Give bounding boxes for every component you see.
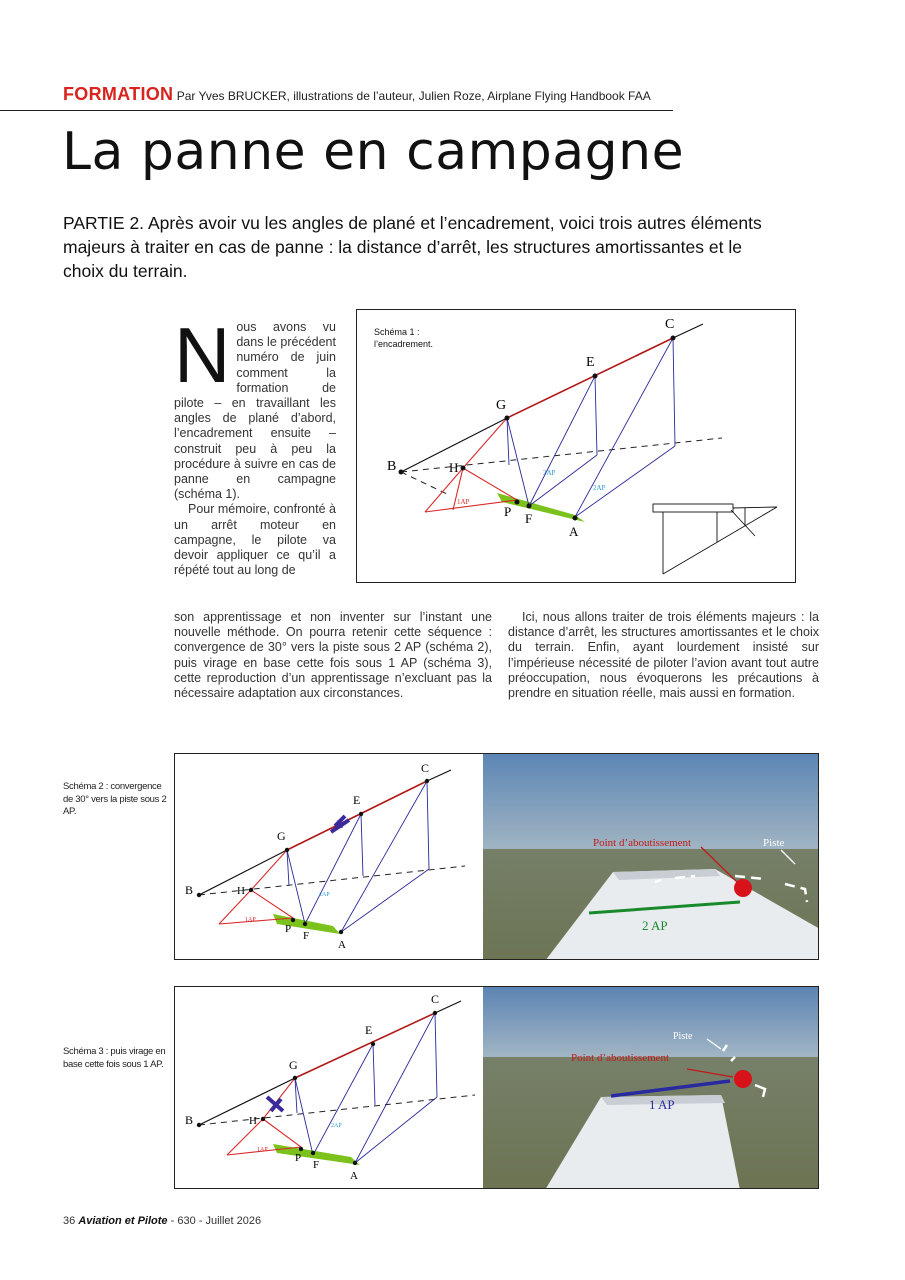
label-h: H <box>249 1115 257 1127</box>
aerial-photo-1ap <box>483 987 819 1189</box>
photo-label-piste: Piste <box>763 837 785 849</box>
label-e: E <box>365 1023 373 1037</box>
label-b: B <box>185 883 194 897</box>
photo-label-piste: Piste <box>673 1031 693 1042</box>
paragraph-3: Ici, nous allons traiter de trois éléments majeurs : la distance d’arrêt, les structures amortissantes et le choix du terrain. Enfin, ayant lourdement insisté sur l’impérieuse nécessité de piloter l’avion avant tout autre préoccupation, nous évoquerons les précautions à prendre en situation réelle, mais aussi en formation. <box>508 610 819 701</box>
label-a: A <box>569 524 579 539</box>
label-b: B <box>185 1113 194 1127</box>
label-h: H <box>237 885 245 897</box>
paragraph-2-end: son apprentissage et non inventer sur l’instant une nouvelle méthode. On pourra retenir cette séquence : convergence de 30° vers la piste sous 2 AP (schéma 2), puis virage en base cette fois sous 1 AP (schéma 3), cette reproduction d’un apprentissage n’excluant pas la nécessaire adaptation aux circonstances. <box>174 610 492 701</box>
label-a: A <box>338 939 346 951</box>
article-title: La panne en campagne <box>62 122 685 182</box>
label-p: P <box>285 923 292 935</box>
schema-1-figure <box>356 309 796 583</box>
article-lede: PARTIE 2. Après avoir vu les angles de plané et l’encadrement, voici trois autres éléments majeurs à traiter en cas de panne : la distance d’arrêt, les structures amortissantes et le choix du terrain. <box>63 213 762 281</box>
label-g: G <box>289 1058 298 1072</box>
schema-3-diagram <box>175 987 819 1189</box>
photo-label-ap: 2 AP <box>642 918 668 933</box>
inset-diagram <box>653 504 777 574</box>
label-1ap: 1AP <box>257 1147 268 1153</box>
page-number: 36 <box>63 1215 76 1227</box>
photo-label-point: Point d’aboutissement <box>593 837 692 849</box>
issue-info: - 630 - Juillet 2026 <box>170 1215 262 1227</box>
label-2ap: 2AP <box>331 1123 342 1129</box>
schema-2-diagram <box>175 754 819 960</box>
label-a: A <box>350 1170 358 1182</box>
label-f: F <box>525 511 533 526</box>
label-c: C <box>665 317 675 332</box>
label-e: E <box>586 355 595 370</box>
label-2ap: 2AP <box>319 892 330 898</box>
label-h: H <box>449 460 459 475</box>
rubric-label: FORMATION <box>63 84 174 104</box>
rubric-header <box>63 84 673 105</box>
label-1ap: 1AP <box>457 498 470 506</box>
page-footer <box>63 1215 261 1227</box>
paragraph-2-start: Pour mémoire, confronté à un arrêt moteur en campagne, le pilote va devoir appliquer ce qu’il a répété tout au long de <box>174 502 336 578</box>
label-f: F <box>313 1159 320 1171</box>
aerial-photo-2ap <box>483 754 819 960</box>
label-c: C <box>421 761 430 775</box>
label-p: P <box>504 504 512 519</box>
drop-cap: N <box>174 311 231 399</box>
schema-3-figure <box>174 986 819 1189</box>
label-c: C <box>431 992 440 1006</box>
photo-label-ap: 1 AP <box>649 1097 675 1112</box>
header-rule <box>0 110 673 111</box>
schema-2-caption: Schéma 2 : convergence de 30° vers la piste sous 2 AP. <box>63 781 167 817</box>
label-e: E <box>353 793 361 807</box>
author-credits: Par Yves BRUCKER, illustrations de l’auteur, Julien Roze, Airplane Flying Handbook FAA <box>176 89 651 103</box>
label-1ap: 1AP <box>245 917 256 923</box>
schema-2-figure <box>174 753 819 960</box>
schema-1-diagram <box>357 310 797 584</box>
label-f: F <box>303 930 310 942</box>
body-column-1-top <box>174 311 336 578</box>
photo-label-point: Point d’aboutissement <box>571 1052 670 1064</box>
paragraph-1-text: ous avons vu dans le précédent numéro de juin comment la formation de pilote – en travaillant les angles de plané d’abord, l’encadrement ensuite – construit peu à peu la procédure à suivre en cas de panne en campagne (schéma 1). <box>174 320 336 502</box>
paragraph-1 <box>174 311 336 502</box>
label-b: B <box>387 459 397 474</box>
label-p: P <box>295 1152 302 1164</box>
label-g: G <box>496 398 507 413</box>
label-2ap-a: 2AP <box>543 469 556 477</box>
schema-1-caption: Schéma 1 : l’encadrement. <box>374 327 434 349</box>
label-g: G <box>277 829 286 843</box>
schema-3-caption: Schéma 3 : puis virage en base cette fois sous 1 AP. <box>63 1046 166 1070</box>
label-2ap-b: 2AP <box>593 484 606 492</box>
magazine-name: Aviation et Pilote <box>78 1215 168 1227</box>
